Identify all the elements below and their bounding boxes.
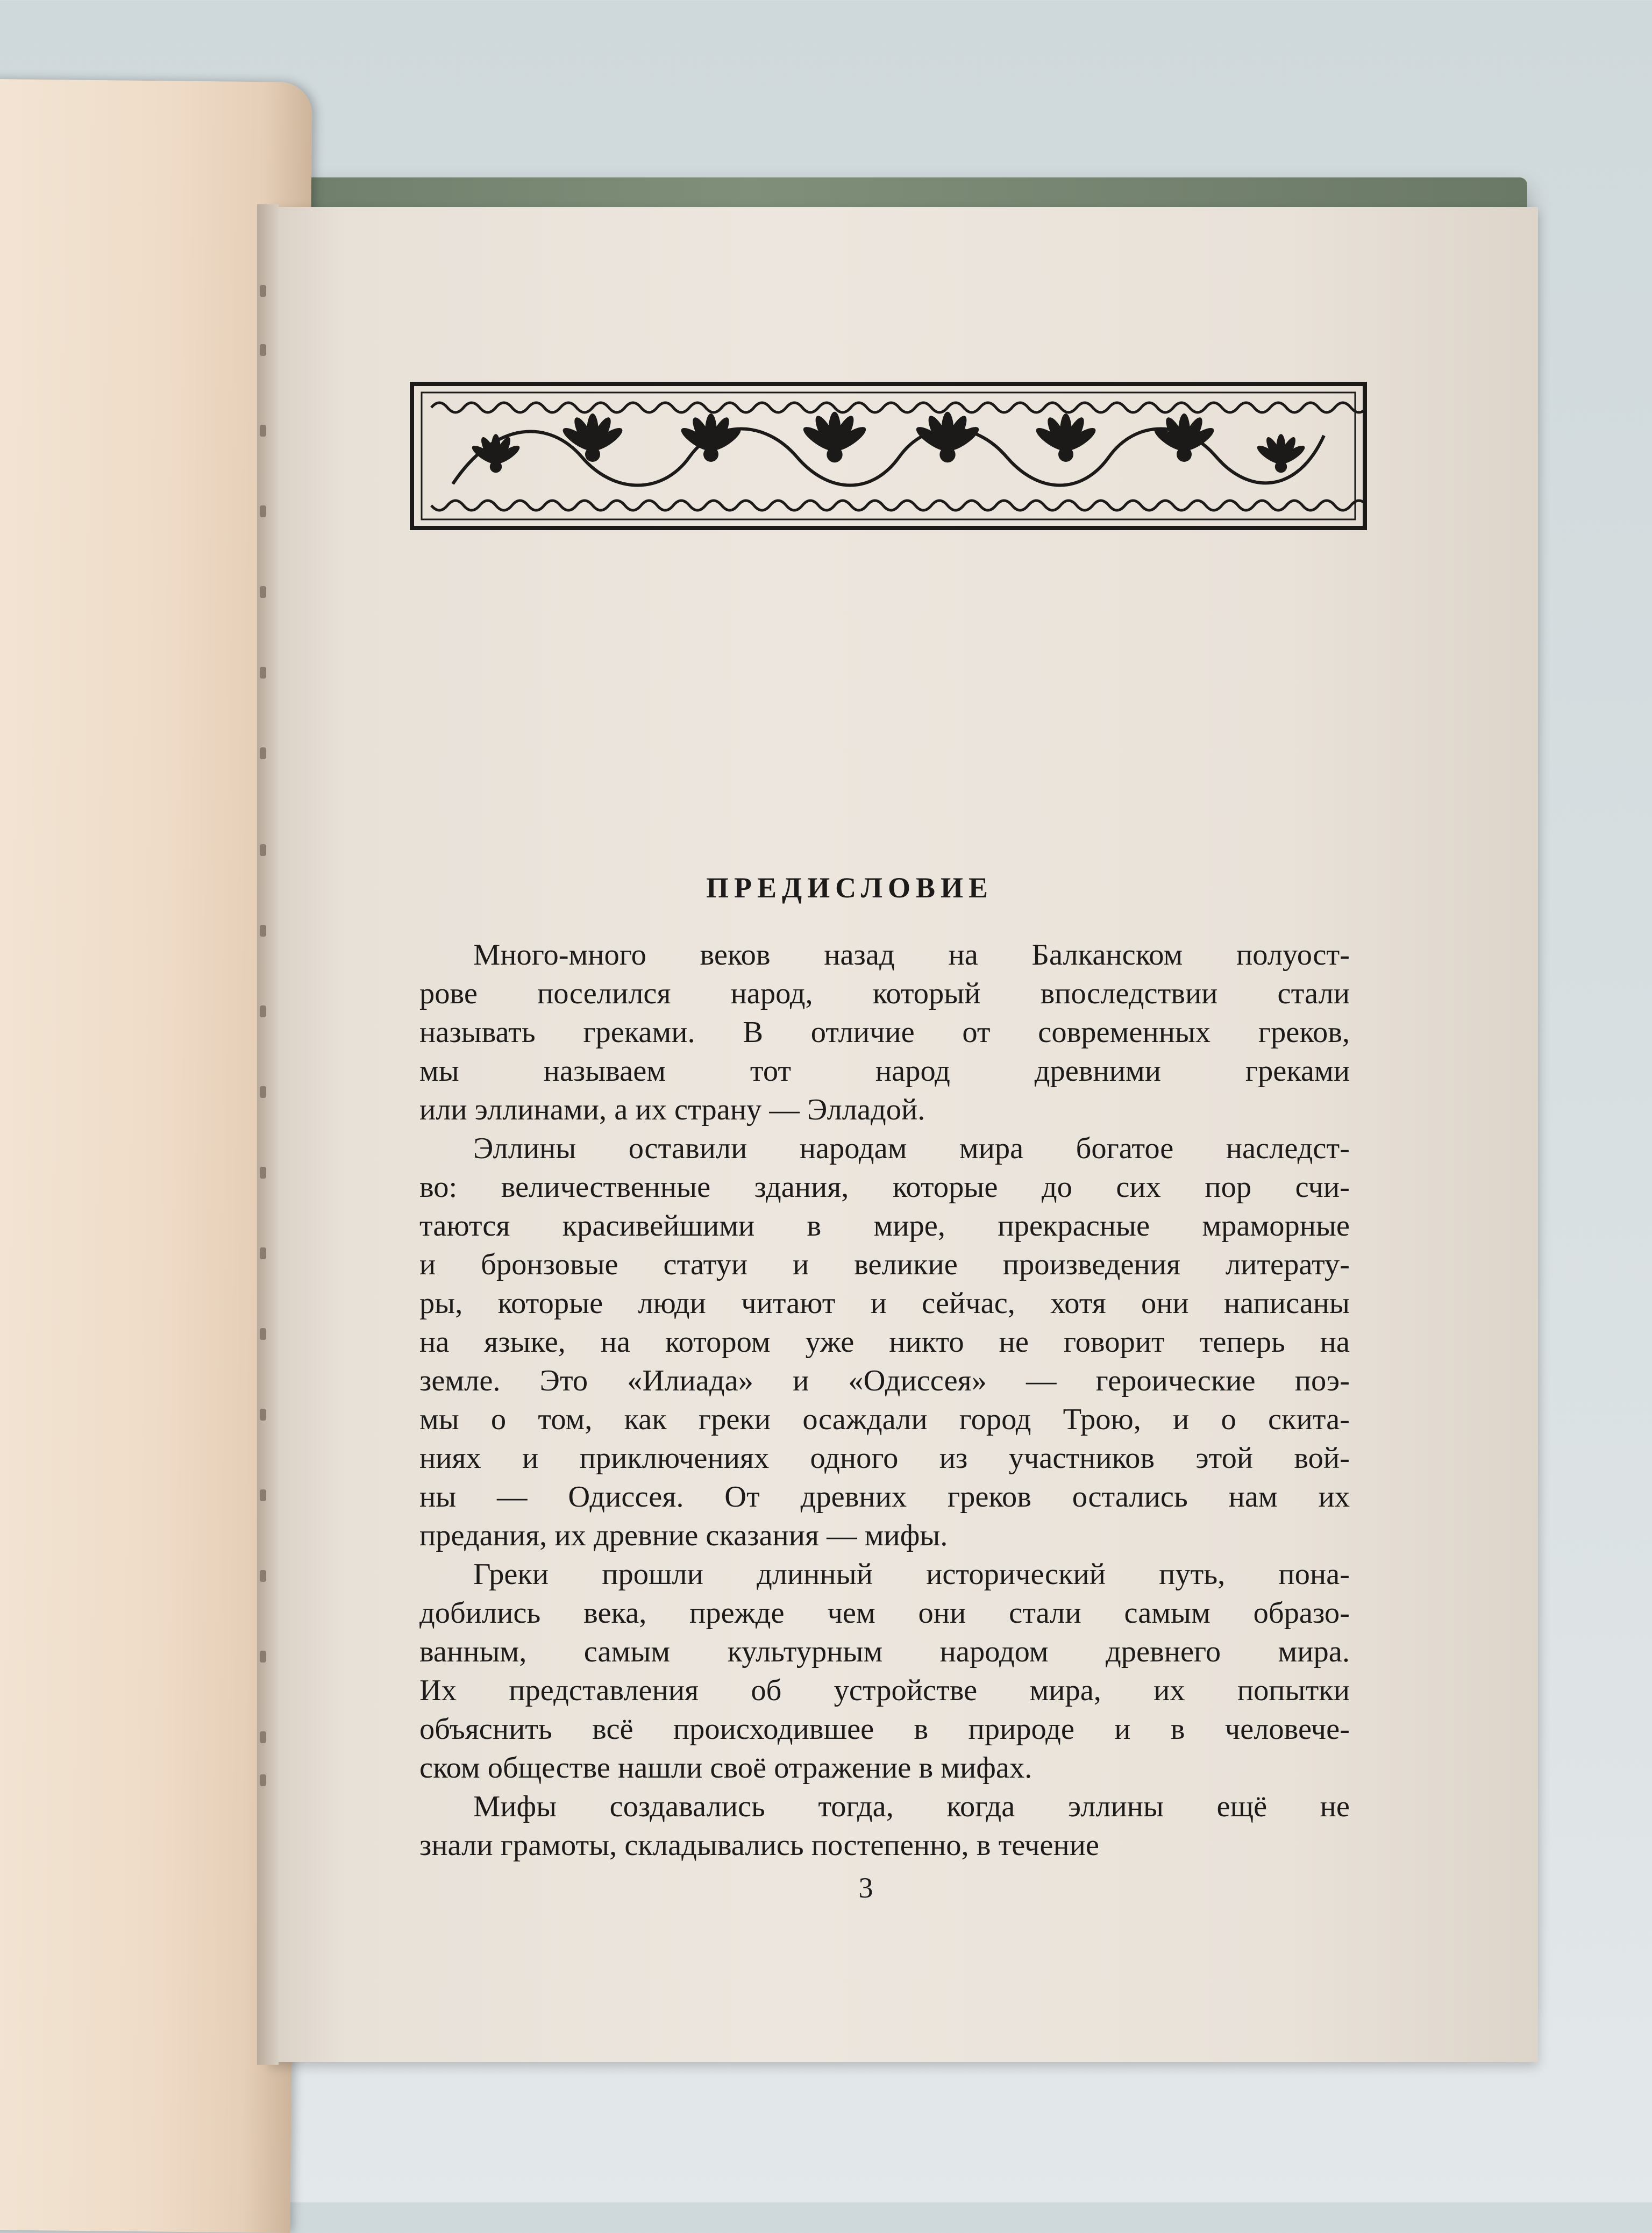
text-line: Эллины оставили народам мира богатое наследст- — [473, 1132, 1350, 1165]
stitch-mark — [260, 1005, 266, 1017]
text-line: предания, их древние сказания — мифы. — [419, 1519, 948, 1552]
page-number: 3 — [858, 1872, 873, 1904]
text-line: мы называем тот народ древними греками — [419, 1054, 1350, 1088]
text-line: на языке, на котором уже никто не говорит теперь на — [419, 1325, 1350, 1359]
text-line: называть греками. В отличие от современных греков, — [419, 1016, 1350, 1049]
text-line: ванным, самым культурным народом древнего мира. — [419, 1635, 1350, 1668]
text-line: во: величественные здания, которые до сих пор счи- — [419, 1171, 1350, 1204]
page-title: ПРЕДИСЛОВИЕ — [706, 872, 994, 904]
palmette-icon — [560, 413, 625, 462]
text-line: мы о том, как греки осаждали город Трою, и о скита- — [419, 1403, 1350, 1436]
text-line: земле. Это «Илиада» и «Одиссея» — героические поэ- — [419, 1364, 1350, 1397]
text-line: добились века, прежде чем они стали самым образо- — [419, 1596, 1350, 1630]
stitch-mark — [260, 1731, 266, 1743]
text-line: знали грамоты, складывались постепенно, в течение — [419, 1829, 1099, 1862]
stitch-mark — [260, 1489, 266, 1501]
palmette-icon — [1151, 413, 1217, 462]
palmette-icon — [678, 413, 744, 462]
stitch-mark — [260, 505, 266, 517]
text-line: или эллинами, а их страну — Элладой. — [419, 1093, 925, 1126]
stitch-mark — [260, 844, 266, 856]
text-line: Греки прошли длинный исторический путь, пона- — [473, 1558, 1350, 1591]
text-line: ны — Одиссея. От древних греков остались нам их — [419, 1480, 1350, 1514]
stitch-mark — [260, 1651, 266, 1663]
preface-text — [419, 936, 1350, 1865]
text-line: Мифы создавались тогда, когда эллины ещё не — [473, 1790, 1350, 1823]
palmette-icon — [1033, 413, 1099, 462]
stitch-mark — [260, 1247, 266, 1259]
stitch-mark — [260, 1167, 266, 1179]
palmette-icon — [1255, 434, 1307, 473]
text-line: и бронзовые статуи и великие произведения литерату- — [419, 1248, 1350, 1281]
stitch-mark — [260, 586, 266, 598]
text-line: объяснить всё происходившее в природе и в человече- — [419, 1713, 1350, 1746]
palmette-icon — [913, 412, 982, 463]
stitch-mark — [260, 1328, 266, 1340]
stitch-mark — [260, 1570, 266, 1582]
text-line: рове поселился народ, который впоследствии стали — [419, 977, 1350, 1010]
text-line: ском обществе нашли своё отражение в мифах. — [419, 1751, 1032, 1785]
text-line: ниях и приключениях одного из участников этой вой- — [419, 1442, 1350, 1475]
ornamental-frieze — [410, 382, 1367, 530]
text-line: таются красивейшими в мире, прекрасные мраморные — [419, 1209, 1350, 1243]
stitch-mark — [260, 285, 266, 297]
text-line: Их представления об устройстве мира, их попытки — [419, 1674, 1350, 1707]
stitch-mark — [260, 747, 266, 759]
stitch-mark — [260, 344, 266, 356]
stitch-mark — [260, 925, 266, 937]
stitch-mark — [260, 425, 266, 437]
frieze-ornament-icon — [410, 382, 1367, 530]
palmette-icon — [800, 412, 869, 463]
stitch-mark — [260, 667, 266, 679]
text-line: Много-много веков назад на Балканском полуост- — [473, 938, 1350, 972]
stitch-mark — [260, 1774, 266, 1786]
stitch-mark — [260, 1086, 266, 1098]
stitch-mark — [260, 1409, 266, 1421]
text-line: ры, которые люди читают и сейчас, хотя они написаны — [419, 1287, 1350, 1320]
palmette-icon — [469, 434, 522, 473]
